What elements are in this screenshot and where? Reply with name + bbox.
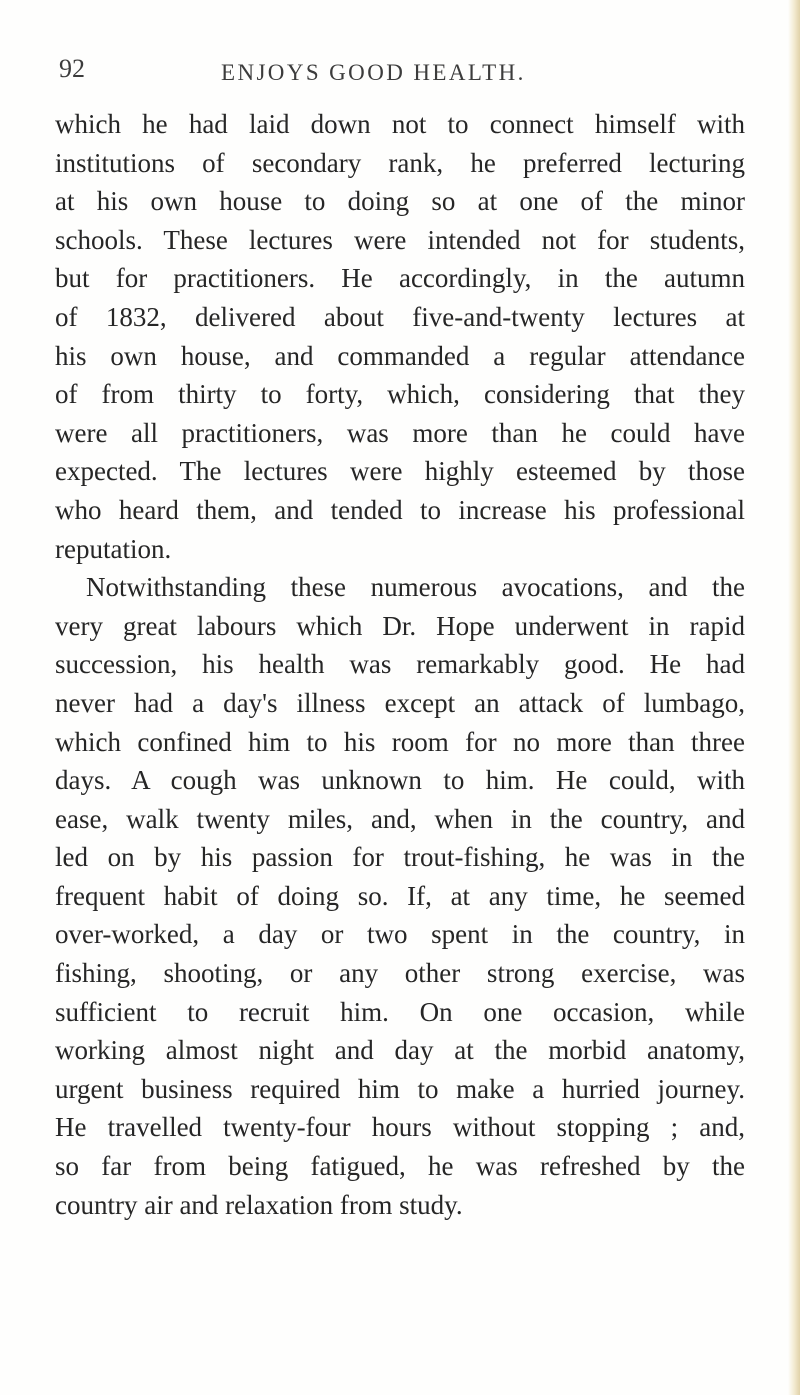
text-line: frequent habit of doing so. If, at any time, he seemed xyxy=(55,880,745,911)
text-line: ease, walk twenty miles, and, when in the country, and xyxy=(55,803,745,834)
text-line: of 1832, delivered about five-and-twenty lectures at xyxy=(55,301,745,332)
text-line: never had a day's illness except an attack of lumbago, xyxy=(55,687,745,718)
text-line: sufficient to recruit him. On one occasion, while xyxy=(55,996,745,1027)
text-line: his own house, and commanded a regular attendance xyxy=(55,340,745,371)
text-line: at his own house to doing so at one of the minor xyxy=(55,186,745,217)
text-line: succession, his health was remarkably good. He had xyxy=(55,649,745,680)
text-line: led on by his passion for trout-fishing, he was in the xyxy=(55,842,745,873)
text-line: were all practitioners, was more than he could have xyxy=(55,417,745,448)
text-line: working almost night and day at the morbid anatomy, xyxy=(55,1035,745,1066)
running-title: ENJOYS GOOD HEALTH. xyxy=(221,60,526,85)
text-line: but for practitioners. He accordingly, in the autumn xyxy=(55,263,745,294)
page-edge-shading xyxy=(788,0,800,1395)
text-line: which he had laid down not to connect himself with xyxy=(55,109,745,139)
page-number: 92 xyxy=(59,54,85,83)
text-line: schools. These lectures were intended not for students, xyxy=(55,224,745,255)
text-line: country air and relaxation from study. xyxy=(55,1189,463,1220)
text-line: Notwithstanding these numerous avocations, and the xyxy=(86,572,745,603)
text-line: over-worked, a day or two spent in the country, in xyxy=(55,919,745,950)
text-line: who heard them, and tended to increase his professional xyxy=(55,494,745,525)
paragraph xyxy=(55,105,745,568)
body-text xyxy=(55,105,745,1224)
text-line: He travelled twenty-four hours without stopping ; and, xyxy=(55,1112,745,1143)
text-line: of from thirty to forty, which, considering that they xyxy=(55,379,745,410)
text-line: very great labours which Dr. Hope underwent in rapid xyxy=(55,610,745,641)
paragraph xyxy=(55,568,745,1224)
text-line: days. A cough was unknown to him. He could, with xyxy=(55,765,745,796)
text-line: fishing, shooting, or any other strong exercise, was xyxy=(55,958,745,989)
running-header xyxy=(0,54,800,94)
text-line: which confined him to his room for no more than three xyxy=(55,726,745,757)
text-line: institutions of secondary rank, he preferred lecturing xyxy=(55,147,745,178)
text-line: so far from being fatigued, he was refreshed by the xyxy=(55,1151,745,1182)
text-line: expected. The lectures were highly esteemed by those xyxy=(55,456,745,487)
text-line: urgent business required him to make a hurried journey. xyxy=(55,1073,745,1104)
text-line: reputation. xyxy=(55,533,172,564)
